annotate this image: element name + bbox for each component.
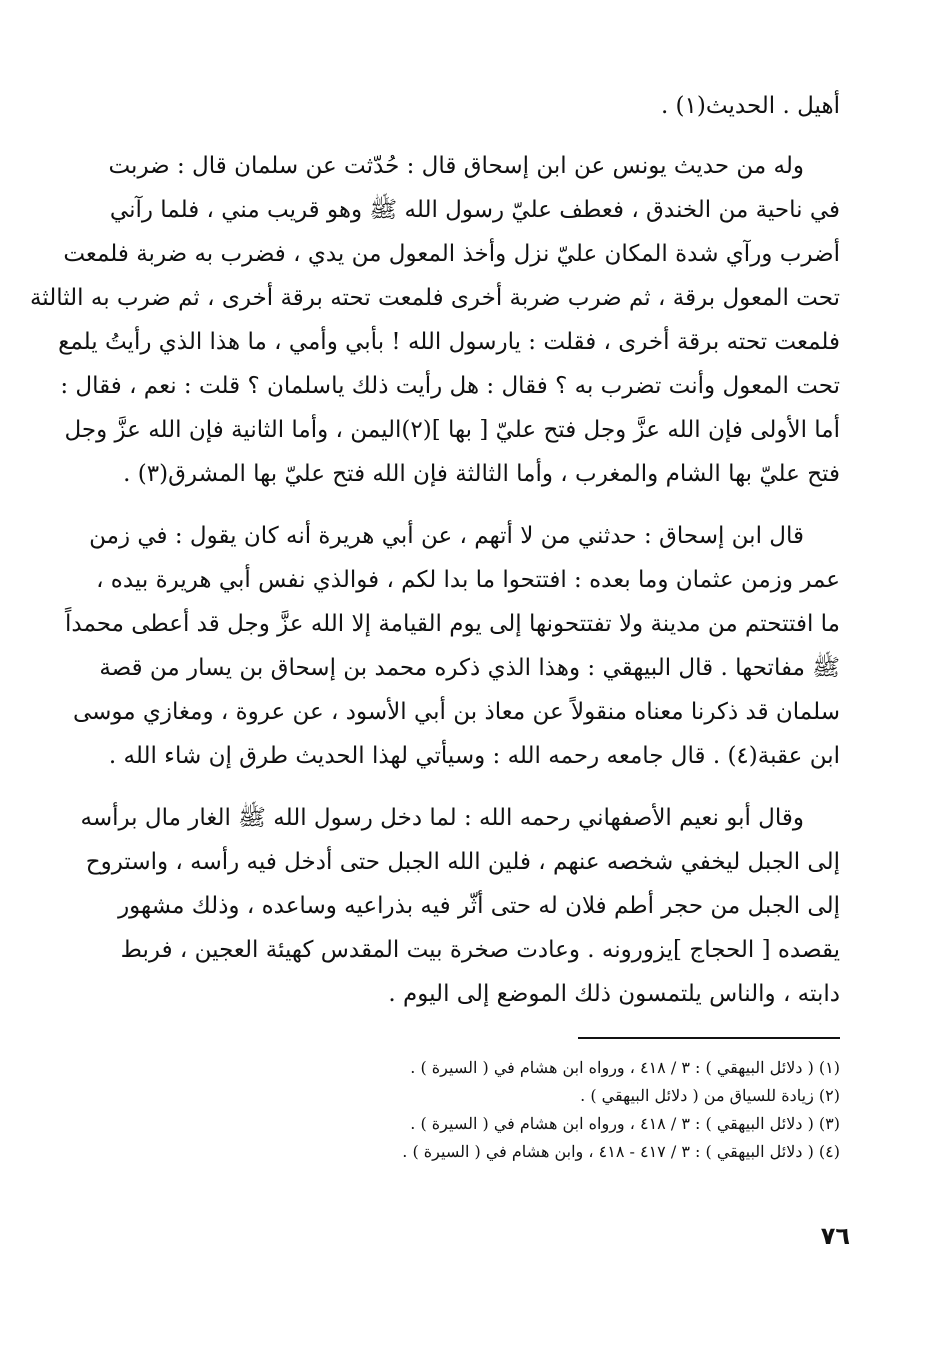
text-line: يقصده [ الحجاج ]يزورونه . وعادت صخرة بيت المقدس كهيئة العجين ، فربط bbox=[120, 937, 840, 963]
text-line: فلمعت تحته برقة أخرى ، فقلت : يارسول الله ! بأبي وأمي ، ما هذا الذي رأيتُ يلمع bbox=[58, 329, 840, 355]
footnote-1: (١) ( دلائل البيهقي ) : ٣ / ٤١٨ ، ورواه ابن هشام في ( السيرة ) . bbox=[410, 1058, 840, 1077]
text-line: وقال أبو نعيم الأصفهاني رحمه الله : لما دخل رسول الله ﷺ الغار مال برأسه bbox=[80, 805, 804, 831]
page-number: ٧٦ bbox=[820, 1222, 850, 1250]
footnote-4: (٤) ( دلائل البيهقي ) : ٣ / ٤١٧ - ٤١٨ ، وابن هشام في ( السيرة ) . bbox=[402, 1142, 840, 1161]
text-line: عمر وزمن عثمان وما بعده : افتتحوا ما بدا لكم ، فوالذي نفس أبي هريرة بيده ، bbox=[96, 567, 840, 593]
text-line: قال ابن إسحاق : حدثني من لا أتهم ، عن أبي هريرة أنه كان يقول : في زمن bbox=[89, 523, 804, 549]
footnotes bbox=[200, 1054, 840, 1166]
text-line: تحت المعول وأنت تضرب به ؟ فقال : هل رأيت ذلك ياسلمان ؟ قلت : نعم ، فقال : bbox=[60, 373, 840, 399]
text-line: أضرب ورآي شدة المكان عليّ نزل وأخذ المعول من يدي ، فضرب به ضربة فلمعت bbox=[63, 241, 840, 267]
footnote-divider bbox=[578, 1037, 840, 1039]
text-line: ابن عقبة(٤) . قال جامعه رحمه الله : وسيأتي لهذا الحديث طرق إن شاء الله . bbox=[108, 743, 840, 769]
text-line: فتح عليّ بها الشام والمغرب ، وأما الثالثة فإن الله فتح عليّ بها المشرق(٣) . bbox=[123, 461, 840, 487]
paragraph-3 bbox=[80, 796, 840, 1016]
text-line: إلى الجبل ليخفي شخصه عنهم ، فلين الله الجبل حتى أدخل فيه رأسه ، واستروح bbox=[85, 849, 840, 875]
footnote-3: (٣) ( دلائل البيهقي ) : ٣ / ٤١٨ ، ورواه ابن هشام في ( السيرة ) . bbox=[410, 1114, 840, 1133]
header-line: أهيل . الحديث(١) . bbox=[660, 93, 840, 119]
text-line: ما افتتحتم من مدينة ولا تفتتحونها إلى يوم القيامة إلا الله عزَّ وجل قد أعطى محمداً bbox=[64, 611, 840, 637]
paragraph-2 bbox=[64, 514, 840, 778]
text-line: سلمان قد ذكرنا معناه منقولاً عن معاذ بن أبي الأسود ، عن عروة ، ومغازي موسى bbox=[72, 699, 840, 725]
text-line: ﷺ مفاتحها . قال البيهقي : وهذا الذي ذكره محمد بن إسحاق بن يسار من قصة bbox=[99, 655, 840, 681]
text-line: تحت المعول برقة ، ثم ضرب ضربة أخرى فلمعت تحته برقة أخرى ، ثم ضرب به الثالثة bbox=[29, 285, 840, 311]
text-line: في ناحية من الخندق ، فعطف عليّ رسول الله ﷺ وهو قريب مني ، فلما رآني bbox=[109, 197, 840, 223]
text-line: أما الأولى فإن الله عزَّ وجل فتح عليّ [ بها ](٢)اليمن ، وأما الثانية فإن الله عزَّ وجل bbox=[64, 417, 840, 443]
main-text bbox=[29, 84, 840, 1016]
text-line: دابته ، والناس يلتمسون ذلك الموضع إلى اليوم . bbox=[388, 981, 840, 1007]
footnote-2: (٢) زيادة للسياق من ( دلائل البيهقي ) . bbox=[580, 1086, 840, 1105]
text-line: إلى الجبل من حجر أطم فلان له حتى أثّر فيه بذراعيه وساعده ، وذلك مشهور bbox=[118, 893, 840, 919]
paragraph-1 bbox=[29, 144, 840, 496]
text-line: وله من حديث يونس عن ابن إسحاق قال : حُدّثت عن سلمان قال : ضربت bbox=[108, 153, 804, 179]
